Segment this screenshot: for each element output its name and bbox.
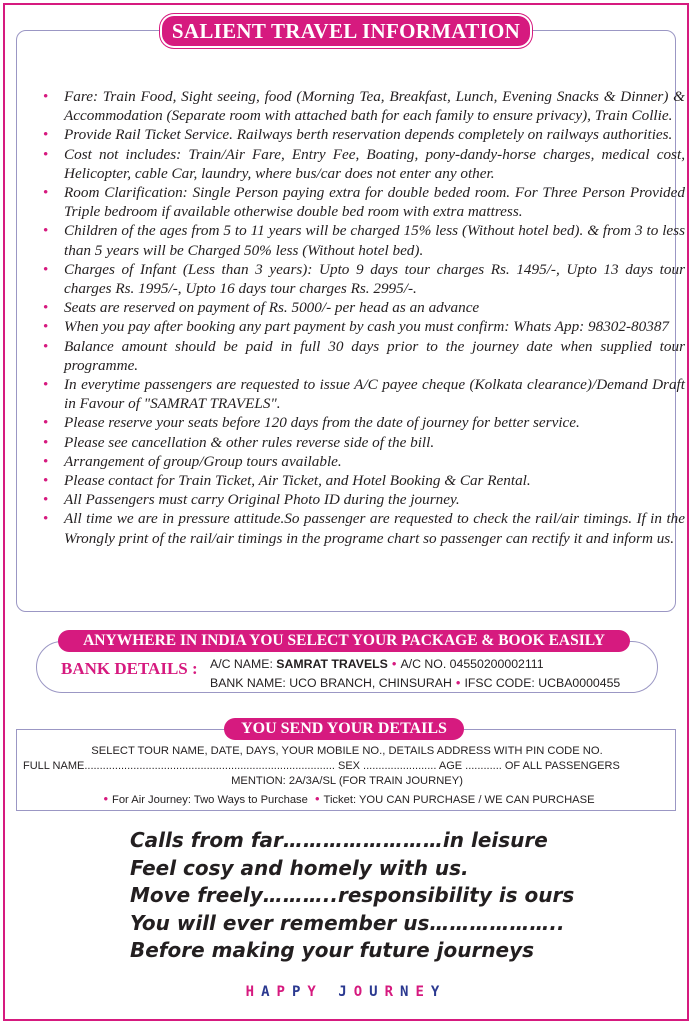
send-details-box: [16, 729, 676, 811]
info-item: • Provide Rail Ticket Service. Railways berth reservation depends completely on railways authorities.: [41, 125, 685, 144]
salient-title: SALIENT TRAVEL INFORMATION: [162, 16, 530, 46]
bank-line-account: [210, 656, 544, 671]
bank-name: BANK NAME: UCO BRANCH, CHINSURAH: [210, 676, 452, 690]
happy-journey-letter: R: [384, 984, 401, 1000]
happy-journey-letter: J: [338, 984, 354, 1000]
info-item: • When you pay after booking any part payment by cash you must confirm: Whats App: 98302-80387: [41, 317, 685, 336]
happy-journey-letter: N: [400, 984, 416, 1000]
info-item: • Fare: Train Food, Sight seeing, food (Morning Tea, Breakfast, Lunch, Evening Snacks & Dinner) & Accommodation (Separate room with attached bath for each family to ensure privacy), Train Collie.: [41, 87, 685, 125]
details-line-2: FULL NAME.................................................................................. SEX ........................ AGE ............ OF ALL PASSENGERS: [23, 760, 620, 772]
slogan-line: Feel cosy and homely with us.: [130, 855, 469, 880]
send-details-banner: YOU SEND YOUR DETAILS: [224, 718, 464, 740]
ticket-text: Ticket: YOU CAN PURCHASE / WE CAN PURCHASE: [323, 794, 595, 806]
bank-details-label: BANK DETAILS :: [61, 659, 198, 678]
ifsc-code: IFSC CODE: UCBA0000455: [464, 676, 621, 690]
info-item: • All time we are in pressure attitude.So passenger are requested to check the rail/air timings. If in the Wrongly print of the rail/air timings in the programe chart so passenger can rectify it and inform us.: [41, 509, 685, 547]
bullet-icon: •: [314, 791, 320, 806]
slogan-list: [130, 827, 650, 965]
happy-journey-letter: E: [415, 984, 431, 1000]
info-item: • Charges of Infant (Less than 3 years): Upto 9 days tour charges Rs. 1495/-, Upto 13 days tour charges Rs. 1995/-, Upto 16 days tour charges Rs. 2995/-.: [41, 260, 685, 298]
ac-name-label: A/C NAME:: [210, 657, 273, 671]
info-item: • In everytime passengers are requested to issue A/C payee cheque (Kolkata clearance)/Demand Draft in Favour of "SAMRAT TRAVELS".: [41, 375, 685, 413]
info-item: • Children of the ages from 5 to 11 years will be charged 15% less (Without hotel bed). & from 3 to less than 5 years will be Charged 50% less (Without hotel bed).: [41, 221, 685, 259]
happy-journey-letter: U: [369, 984, 385, 1000]
salient-info-box: [16, 30, 685, 612]
happy-journey-letter: H: [245, 984, 262, 1000]
slogan-line: Before making your future journeys: [130, 938, 535, 963]
slogan-line: Calls from far……………………in leisure: [130, 828, 548, 852]
happy-journey-letter: P: [291, 984, 308, 1000]
air-journey-text: For Air Journey: Two Ways to Purchase: [112, 794, 308, 806]
info-item: • Balance amount should be paid in full 30 days prior to the journey date when supplied tour programme.: [41, 337, 685, 375]
slogan-line: Move freely………..responsibility is ours: [130, 883, 575, 908]
bullet-icon: •: [455, 675, 461, 690]
happy-journey-letter: O: [353, 984, 370, 1000]
happy-journey-letter: Y: [307, 984, 323, 1000]
happy-journey: [0, 984, 692, 1000]
bullet-icon: •: [391, 656, 397, 671]
info-item: • All Passengers must carry Original Photo ID during the journey.: [41, 490, 685, 509]
info-item: • Room Clarification: Single Person paying extra for double beded room. For Three Person Provided Triple bedroom if available otherwise double bed room with extra mattress.: [41, 183, 685, 221]
bullet-icon: •: [103, 791, 108, 806]
bank-line-branch: [210, 675, 620, 690]
happy-journey-letter: A: [261, 984, 277, 1000]
info-item: • Please see cancellation & other rules reverse side of the bill.: [41, 433, 685, 452]
info-list: [41, 87, 685, 548]
info-item: • Arrangement of group/Group tours available.: [41, 452, 685, 471]
ac-name-value: SAMRAT TRAVELS: [276, 657, 388, 671]
details-line-4: [17, 791, 677, 806]
ac-number: A/C NO. 04550200002111: [400, 657, 544, 671]
slogan-line: You will ever remember us………………..: [130, 910, 565, 935]
details-line-1: SELECT TOUR NAME, DATE, DAYS, YOUR MOBILE NO., DETAILS ADDRESS WITH PIN CODE NO.: [91, 745, 603, 757]
info-item: • Cost not includes: Train/Air Fare, Entry Fee, Boating, pony-dandy-horse charges, medical cost, Helicopter, cable Car, laundry, where bus/car does not enter any other.: [41, 145, 685, 183]
happy-journey-letter: P: [276, 984, 292, 1000]
anywhere-banner: ANYWHERE IN INDIA YOU SELECT YOUR PACKAGE & BOOK EASILY: [58, 630, 630, 652]
info-item: • Please reserve your seats before 120 days from the date of journey for better service.: [41, 413, 685, 432]
happy-journey-letter: Y: [430, 984, 447, 1000]
happy-journey-letter: [323, 984, 338, 1000]
info-item: • Seats are reserved on payment of Rs. 5000/- per head as an advance: [41, 298, 685, 317]
info-item: • Please contact for Train Ticket, Air Ticket, and Hotel Booking & Car Rental.: [41, 471, 685, 490]
details-line-3: MENTION: 2A/3A/SL (FOR TRAIN JOURNEY): [231, 775, 463, 787]
